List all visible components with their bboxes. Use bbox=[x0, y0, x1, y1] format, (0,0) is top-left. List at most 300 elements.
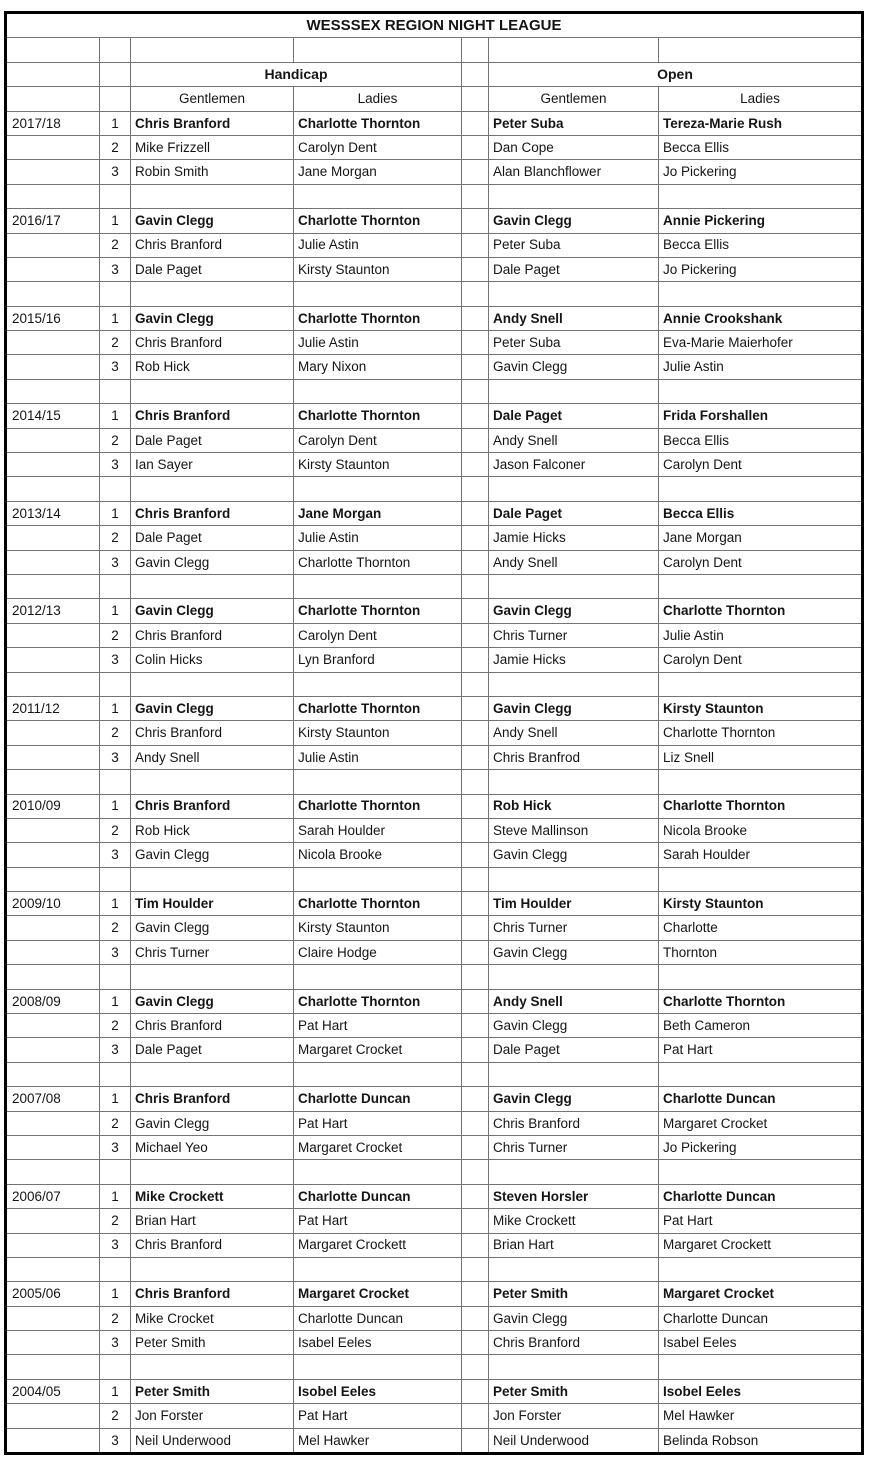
open-gentlemen-cell: Jason Falconer bbox=[489, 453, 659, 477]
position-cell: 1 bbox=[100, 989, 131, 1013]
spacer-cell bbox=[659, 1062, 863, 1086]
year-cell bbox=[6, 1404, 100, 1428]
spacer-cell bbox=[489, 672, 659, 696]
position-cell: 1 bbox=[100, 599, 131, 623]
year-cell: 2006/07 bbox=[6, 1184, 100, 1208]
open-ladies-cell: Kirsty Staunton bbox=[659, 892, 863, 916]
handicap-ladies-header: Ladies bbox=[294, 87, 462, 111]
handicap-ladies-cell: Charlotte Thornton bbox=[294, 306, 462, 330]
spacer-cell bbox=[6, 1355, 100, 1379]
open-gentlemen-cell: Neil Underwood bbox=[489, 1428, 659, 1453]
year-cell: 2008/09 bbox=[6, 989, 100, 1013]
handicap-gentlemen-cell: Gavin Clegg bbox=[131, 916, 294, 940]
page-title: WESSSEX REGION NIGHT LEAGUE bbox=[6, 13, 863, 38]
result-row bbox=[6, 526, 863, 550]
spacer-cell bbox=[462, 672, 489, 696]
sep-empty-cell bbox=[462, 428, 489, 452]
spacer-cell bbox=[100, 965, 131, 989]
open-ladies-cell: Nicola Brooke bbox=[659, 818, 863, 842]
spacer-cell bbox=[131, 867, 294, 891]
spacer-row bbox=[6, 1160, 863, 1184]
open-gentlemen-cell: Andy Snell bbox=[489, 989, 659, 1013]
year-cell bbox=[6, 648, 100, 672]
year-cell: 2015/16 bbox=[6, 306, 100, 330]
handicap-gentlemen-cell: Gavin Clegg bbox=[131, 989, 294, 1013]
results-table bbox=[4, 11, 864, 1455]
spacer-cell bbox=[489, 574, 659, 598]
spacer-cell bbox=[659, 379, 863, 403]
handicap-ladies-cell: Nicola Brooke bbox=[294, 843, 462, 867]
open-ladies-cell: Belinda Robson bbox=[659, 1428, 863, 1453]
position-cell: 2 bbox=[100, 623, 131, 647]
sep-empty-cell bbox=[462, 135, 489, 159]
sep-empty-cell bbox=[462, 550, 489, 574]
blank-row bbox=[6, 38, 863, 62]
open-ladies-cell: Charlotte Thornton bbox=[659, 721, 863, 745]
position-cell: 1 bbox=[100, 501, 131, 525]
sep-empty-cell bbox=[462, 1014, 489, 1038]
spreadsheet bbox=[4, 11, 864, 1455]
spacer-cell bbox=[659, 1257, 863, 1281]
handicap-gentlemen-cell: Rob Hick bbox=[131, 818, 294, 842]
spacer-cell bbox=[6, 184, 100, 208]
handicap-ladies-cell: Charlotte Thornton bbox=[294, 696, 462, 720]
open-gentlemen-cell: Jamie Hicks bbox=[489, 648, 659, 672]
open-gentlemen-cell: Chris Branfrod bbox=[489, 745, 659, 769]
open-ladies-cell: Julie Astin bbox=[659, 623, 863, 647]
handicap-gentlemen-cell: Dale Paget bbox=[131, 526, 294, 550]
open-gentlemen-cell: Andy Snell bbox=[489, 721, 659, 745]
result-row bbox=[6, 209, 863, 233]
spacer-cell bbox=[6, 282, 100, 306]
sep-empty-cell bbox=[462, 599, 489, 623]
result-row bbox=[6, 1404, 863, 1428]
result-row bbox=[6, 331, 863, 355]
handicap-gentlemen-cell: Dale Paget bbox=[131, 257, 294, 281]
spacer-row bbox=[6, 1062, 863, 1086]
year-cell bbox=[6, 453, 100, 477]
open-gentlemen-cell: Andy Snell bbox=[489, 306, 659, 330]
spacer-cell bbox=[462, 574, 489, 598]
spacer-cell bbox=[131, 1160, 294, 1184]
handicap-ladies-cell: Charlotte Thornton bbox=[294, 404, 462, 428]
handicap-gentlemen-cell: Michael Yeo bbox=[131, 1135, 294, 1159]
handicap-gentlemen-cell: Chris Branford bbox=[131, 794, 294, 818]
open-gentlemen-cell: Steven Horsler bbox=[489, 1184, 659, 1208]
handicap-ladies-cell: Carolyn Dent bbox=[294, 623, 462, 647]
year-cell bbox=[6, 428, 100, 452]
spacer-cell bbox=[294, 867, 462, 891]
position-cell: 3 bbox=[100, 648, 131, 672]
spacer-cell bbox=[462, 184, 489, 208]
spacer-row bbox=[6, 477, 863, 501]
open-gentlemen-cell: Andy Snell bbox=[489, 428, 659, 452]
spacer-cell bbox=[6, 1257, 100, 1281]
position-cell: 1 bbox=[100, 1282, 131, 1306]
position-cell: 3 bbox=[100, 550, 131, 574]
spacer-cell bbox=[131, 1355, 294, 1379]
handicap-gentlemen-cell: Chris Branford bbox=[131, 404, 294, 428]
result-row bbox=[6, 501, 863, 525]
open-ladies-cell: Tereza-Marie Rush bbox=[659, 111, 863, 135]
handicap-gentlemen-cell: Robin Smith bbox=[131, 160, 294, 184]
handicap-ladies-cell: Kirsty Staunton bbox=[294, 916, 462, 940]
spacer-cell bbox=[489, 1160, 659, 1184]
handicap-gentlemen-cell: Gavin Clegg bbox=[131, 843, 294, 867]
handicap-gentlemen-cell: Dale Paget bbox=[131, 1038, 294, 1062]
handicap-gentlemen-cell: Mike Frizzell bbox=[131, 135, 294, 159]
sep-empty-cell bbox=[462, 1184, 489, 1208]
sub-header-row bbox=[6, 87, 863, 111]
spacer-cell bbox=[659, 867, 863, 891]
handicap-gentlemen-cell: Chris Branford bbox=[131, 1014, 294, 1038]
year-cell bbox=[6, 1233, 100, 1257]
sep-empty-cell bbox=[462, 696, 489, 720]
sep-empty-cell bbox=[462, 1306, 489, 1330]
year-cell bbox=[6, 1209, 100, 1233]
result-row bbox=[6, 989, 863, 1013]
open-gentlemen-cell: Gavin Clegg bbox=[489, 355, 659, 379]
spacer-row bbox=[6, 672, 863, 696]
spacer-cell bbox=[462, 770, 489, 794]
year-cell: 2012/13 bbox=[6, 599, 100, 623]
spacer-row bbox=[6, 965, 863, 989]
open-gentlemen-cell: Chris Turner bbox=[489, 1135, 659, 1159]
sep-empty-cell bbox=[462, 111, 489, 135]
handicap-ladies-cell: Charlotte Thornton bbox=[294, 550, 462, 574]
spacer-cell bbox=[100, 1355, 131, 1379]
spacer-cell bbox=[462, 1355, 489, 1379]
handicap-gentlemen-cell: Colin Hicks bbox=[131, 648, 294, 672]
sep-empty-cell bbox=[462, 1209, 489, 1233]
open-ladies-cell: Jane Morgan bbox=[659, 526, 863, 550]
result-row bbox=[6, 892, 863, 916]
handicap-gentlemen-cell: Chris Branford bbox=[131, 1233, 294, 1257]
position-cell: 3 bbox=[100, 745, 131, 769]
position-cell: 3 bbox=[100, 843, 131, 867]
sep-empty-cell bbox=[462, 331, 489, 355]
handicap-ladies-cell: Isobel Eeles bbox=[294, 1379, 462, 1403]
position-cell: 1 bbox=[100, 794, 131, 818]
position-cell: 1 bbox=[100, 404, 131, 428]
open-gentlemen-cell: Peter Smith bbox=[489, 1282, 659, 1306]
spacer-cell bbox=[294, 1257, 462, 1281]
open-ladies-cell: Isobel Eeles bbox=[659, 1379, 863, 1403]
spacer-cell bbox=[100, 1160, 131, 1184]
handicap-gentlemen-cell: Tim Houlder bbox=[131, 892, 294, 916]
handicap-gentlemen-cell: Chris Branford bbox=[131, 233, 294, 257]
spacer-cell bbox=[659, 1160, 863, 1184]
result-row bbox=[6, 306, 863, 330]
position-cell: 2 bbox=[100, 721, 131, 745]
handicap-gentlemen-cell: Chris Branford bbox=[131, 623, 294, 647]
position-cell: 1 bbox=[100, 1184, 131, 1208]
ol-empty-cell bbox=[659, 38, 863, 62]
result-row bbox=[6, 135, 863, 159]
handicap-gentlemen-cell: Gavin Clegg bbox=[131, 599, 294, 623]
year-cell bbox=[6, 940, 100, 964]
handicap-gentlemen-cell: Chris Branford bbox=[131, 721, 294, 745]
spacer-cell bbox=[462, 867, 489, 891]
spacer-cell bbox=[294, 1355, 462, 1379]
hl-empty-cell bbox=[294, 38, 462, 62]
spacer-cell bbox=[489, 282, 659, 306]
open-gentlemen-cell: Alan Blanchflower bbox=[489, 160, 659, 184]
spacer-cell bbox=[6, 770, 100, 794]
handicap-ladies-cell: Julie Astin bbox=[294, 745, 462, 769]
spacer-row bbox=[6, 282, 863, 306]
handicap-gentlemen-cell: Ian Sayer bbox=[131, 453, 294, 477]
handicap-ladies-cell: Kirsty Staunton bbox=[294, 721, 462, 745]
open-gentlemen-cell: Peter Suba bbox=[489, 233, 659, 257]
spacer-cell bbox=[100, 1257, 131, 1281]
open-gentlemen-cell: Peter Suba bbox=[489, 331, 659, 355]
open-ladies-cell: Jo Pickering bbox=[659, 1135, 863, 1159]
spacer-cell bbox=[489, 770, 659, 794]
spacer-cell bbox=[462, 965, 489, 989]
position-cell: 2 bbox=[100, 1306, 131, 1330]
open-gentlemen-cell: Dale Paget bbox=[489, 1038, 659, 1062]
open-ladies-cell: Pat Hart bbox=[659, 1209, 863, 1233]
year-cell bbox=[6, 355, 100, 379]
position-cell: 3 bbox=[100, 940, 131, 964]
result-row bbox=[6, 1306, 863, 1330]
handicap-gentlemen-cell: Neil Underwood bbox=[131, 1428, 294, 1453]
spacer-cell bbox=[100, 672, 131, 696]
sep-empty-cell bbox=[462, 989, 489, 1013]
year-cell bbox=[6, 526, 100, 550]
pos-empty-cell bbox=[100, 87, 131, 111]
handicap-gentlemen-cell: Peter Smith bbox=[131, 1331, 294, 1355]
spacer-row bbox=[6, 1257, 863, 1281]
open-ladies-cell: Annie Pickering bbox=[659, 209, 863, 233]
year-cell: 2011/12 bbox=[6, 696, 100, 720]
result-row bbox=[6, 721, 863, 745]
open-ladies-cell: Becca Ellis bbox=[659, 135, 863, 159]
handicap-gentlemen-cell: Gavin Clegg bbox=[131, 209, 294, 233]
sep-empty-cell bbox=[462, 1038, 489, 1062]
spacer-cell bbox=[131, 574, 294, 598]
year-cell bbox=[6, 721, 100, 745]
open-gentlemen-cell: Gavin Clegg bbox=[489, 1306, 659, 1330]
handicap-ladies-cell: Margaret Crocket bbox=[294, 1282, 462, 1306]
open-ladies-cell: Charlotte Thornton bbox=[659, 599, 863, 623]
result-row bbox=[6, 355, 863, 379]
open-gentlemen-cell: Tim Houlder bbox=[489, 892, 659, 916]
sep-empty-cell bbox=[462, 233, 489, 257]
handicap-ladies-cell: Kirsty Staunton bbox=[294, 257, 462, 281]
spacer-cell bbox=[659, 574, 863, 598]
result-row bbox=[6, 1038, 863, 1062]
year-cell bbox=[6, 233, 100, 257]
result-row bbox=[6, 1233, 863, 1257]
result-row bbox=[6, 818, 863, 842]
position-cell: 2 bbox=[100, 1014, 131, 1038]
result-row bbox=[6, 940, 863, 964]
open-gentlemen-cell: Gavin Clegg bbox=[489, 209, 659, 233]
open-gentlemen-cell: Gavin Clegg bbox=[489, 1087, 659, 1111]
handicap-ladies-cell: Julie Astin bbox=[294, 526, 462, 550]
open-gentlemen-cell: Andy Snell bbox=[489, 550, 659, 574]
open-gentlemen-cell: Dale Paget bbox=[489, 404, 659, 428]
og-empty-cell bbox=[489, 38, 659, 62]
handicap-ladies-cell: Charlotte Duncan bbox=[294, 1306, 462, 1330]
position-cell: 1 bbox=[100, 209, 131, 233]
year-cell bbox=[6, 1038, 100, 1062]
open-gentlemen-cell: Chris Turner bbox=[489, 916, 659, 940]
handicap-gentlemen-cell: Chris Branford bbox=[131, 1087, 294, 1111]
year-empty-cell bbox=[6, 62, 100, 86]
sep-empty-cell bbox=[462, 404, 489, 428]
year-empty-cell bbox=[6, 87, 100, 111]
handicap-ladies-cell: Jane Morgan bbox=[294, 501, 462, 525]
spacer-cell bbox=[659, 672, 863, 696]
sep-empty-cell bbox=[462, 1087, 489, 1111]
handicap-gentlemen-cell: Chris Branford bbox=[131, 331, 294, 355]
year-cell bbox=[6, 257, 100, 281]
spacer-cell bbox=[131, 282, 294, 306]
handicap-gentlemen-cell: Jon Forster bbox=[131, 1404, 294, 1428]
handicap-ladies-cell: Pat Hart bbox=[294, 1111, 462, 1135]
spacer-cell bbox=[294, 282, 462, 306]
spacer-cell bbox=[659, 1355, 863, 1379]
handicap-ladies-cell: Charlotte Thornton bbox=[294, 794, 462, 818]
open-gentlemen-cell: Chris Branford bbox=[489, 1331, 659, 1355]
open-ladies-cell: Sarah Houlder bbox=[659, 843, 863, 867]
open-gentlemen-cell: Chris Branford bbox=[489, 1111, 659, 1135]
year-cell: 2014/15 bbox=[6, 404, 100, 428]
sep-empty-cell bbox=[462, 1282, 489, 1306]
result-row bbox=[6, 843, 863, 867]
open-ladies-cell: Isabel Eeles bbox=[659, 1331, 863, 1355]
year-cell: 2007/08 bbox=[6, 1087, 100, 1111]
result-row bbox=[6, 550, 863, 574]
result-row bbox=[6, 1184, 863, 1208]
open-ladies-cell: Frida Forshallen bbox=[659, 404, 863, 428]
open-gentlemen-cell: Gavin Clegg bbox=[489, 599, 659, 623]
spacer-row bbox=[6, 184, 863, 208]
spacer-cell bbox=[131, 477, 294, 501]
position-cell: 2 bbox=[100, 1111, 131, 1135]
year-cell: 2005/06 bbox=[6, 1282, 100, 1306]
open-ladies-cell: Charlotte bbox=[659, 916, 863, 940]
spacer-cell bbox=[294, 672, 462, 696]
year-cell bbox=[6, 623, 100, 647]
year-cell bbox=[6, 135, 100, 159]
position-cell: 2 bbox=[100, 233, 131, 257]
result-row bbox=[6, 233, 863, 257]
sep-empty-cell bbox=[462, 916, 489, 940]
year-cell bbox=[6, 745, 100, 769]
handicap-ladies-cell: Lyn Branford bbox=[294, 648, 462, 672]
result-row bbox=[6, 1379, 863, 1403]
year-cell bbox=[6, 160, 100, 184]
result-row bbox=[6, 916, 863, 940]
handicap-ladies-cell: Pat Hart bbox=[294, 1209, 462, 1233]
sep-empty-cell bbox=[462, 453, 489, 477]
spacer-row bbox=[6, 379, 863, 403]
position-cell: 1 bbox=[100, 696, 131, 720]
open-ladies-cell: Charlotte Duncan bbox=[659, 1087, 863, 1111]
open-gentlemen-cell: Jamie Hicks bbox=[489, 526, 659, 550]
year-cell bbox=[6, 550, 100, 574]
spacer-cell bbox=[6, 867, 100, 891]
spacer-cell bbox=[100, 770, 131, 794]
open-ladies-cell: Becca Ellis bbox=[659, 501, 863, 525]
handicap-ladies-cell: Pat Hart bbox=[294, 1404, 462, 1428]
hg-empty-cell bbox=[131, 38, 294, 62]
sep-empty-cell bbox=[462, 257, 489, 281]
open-ladies-cell: Mel Hawker bbox=[659, 1404, 863, 1428]
spacer-row bbox=[6, 574, 863, 598]
spacer-cell bbox=[131, 1257, 294, 1281]
open-gentlemen-cell: Peter Suba bbox=[489, 111, 659, 135]
open-ladies-cell: Jo Pickering bbox=[659, 257, 863, 281]
open-ladies-cell: Becca Ellis bbox=[659, 428, 863, 452]
handicap-header: Handicap bbox=[131, 62, 462, 86]
handicap-gentlemen-cell: Dale Paget bbox=[131, 428, 294, 452]
pos-empty-cell bbox=[100, 38, 131, 62]
position-cell: 2 bbox=[100, 1404, 131, 1428]
spacer-cell bbox=[489, 379, 659, 403]
spacer-cell bbox=[131, 184, 294, 208]
position-cell: 3 bbox=[100, 160, 131, 184]
spacer-cell bbox=[131, 672, 294, 696]
spacer-cell bbox=[462, 379, 489, 403]
handicap-ladies-cell: Pat Hart bbox=[294, 1014, 462, 1038]
handicap-gentlemen-cell: Brian Hart bbox=[131, 1209, 294, 1233]
open-ladies-cell: Liz Snell bbox=[659, 745, 863, 769]
position-cell: 1 bbox=[100, 892, 131, 916]
position-cell: 3 bbox=[100, 355, 131, 379]
title-row bbox=[6, 13, 863, 38]
spacer-cell bbox=[462, 1062, 489, 1086]
handicap-ladies-cell: Carolyn Dent bbox=[294, 135, 462, 159]
result-row bbox=[6, 745, 863, 769]
spacer-cell bbox=[489, 1355, 659, 1379]
sep-empty-cell bbox=[462, 306, 489, 330]
handicap-ladies-cell: Charlotte Thornton bbox=[294, 599, 462, 623]
open-ladies-cell: Margaret Crocket bbox=[659, 1282, 863, 1306]
spacer-cell bbox=[100, 282, 131, 306]
spacer-cell bbox=[100, 379, 131, 403]
sep-empty-cell bbox=[462, 1331, 489, 1355]
sep-empty-cell bbox=[462, 1233, 489, 1257]
handicap-gentlemen-cell: Gavin Clegg bbox=[131, 550, 294, 574]
spacer-cell bbox=[6, 1160, 100, 1184]
year-cell bbox=[6, 1135, 100, 1159]
spacer-cell bbox=[462, 477, 489, 501]
handicap-ladies-cell: Mel Hawker bbox=[294, 1428, 462, 1453]
handicap-gentlemen-cell: Gavin Clegg bbox=[131, 306, 294, 330]
result-row bbox=[6, 623, 863, 647]
handicap-ladies-cell: Jane Morgan bbox=[294, 160, 462, 184]
sep-empty-cell bbox=[462, 1111, 489, 1135]
sep-empty-cell bbox=[462, 1404, 489, 1428]
spacer-cell bbox=[489, 867, 659, 891]
spacer-cell bbox=[294, 574, 462, 598]
handicap-gentlemen-cell: Peter Smith bbox=[131, 1379, 294, 1403]
year-cell bbox=[6, 1331, 100, 1355]
sep-empty-cell bbox=[462, 209, 489, 233]
sep-empty-cell bbox=[462, 648, 489, 672]
sep-empty-cell bbox=[462, 794, 489, 818]
sep-empty-cell bbox=[462, 501, 489, 525]
position-cell: 2 bbox=[100, 331, 131, 355]
result-row bbox=[6, 453, 863, 477]
open-gentlemen-cell: Jon Forster bbox=[489, 1404, 659, 1428]
sep-empty-cell bbox=[462, 87, 489, 111]
